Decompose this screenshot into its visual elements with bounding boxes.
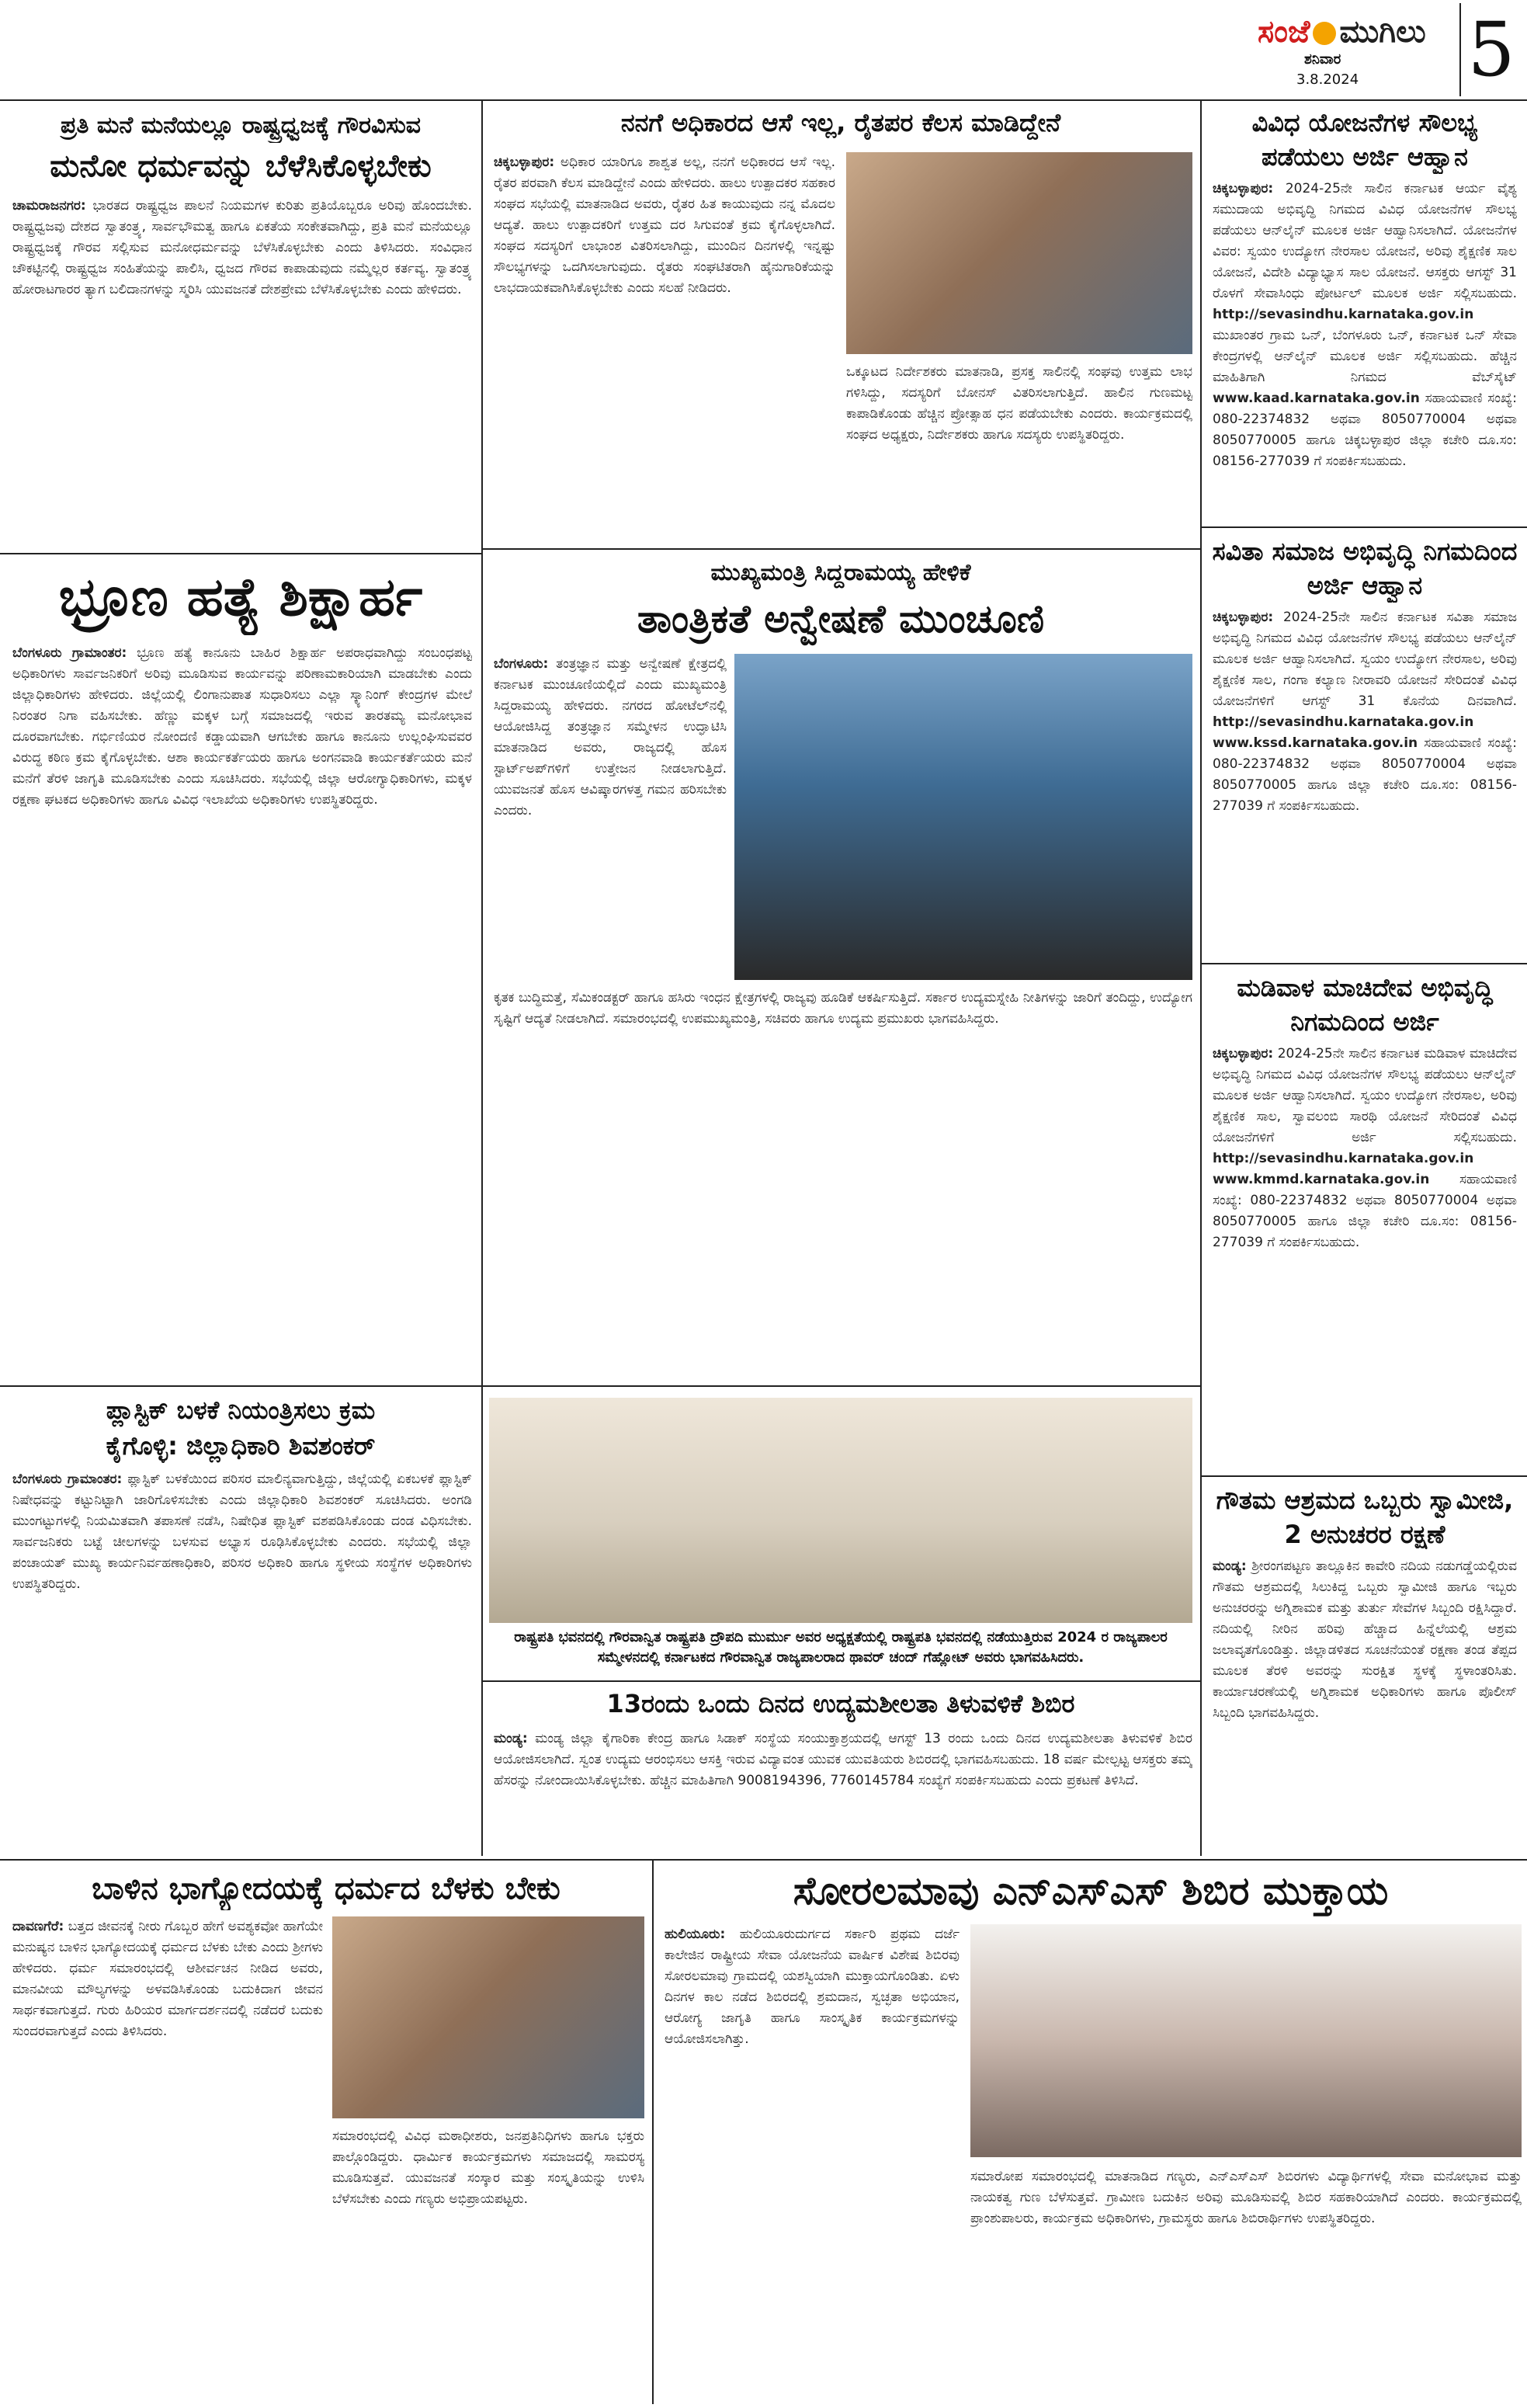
- divider-bottom: [652, 1861, 654, 2404]
- logo-part1: ಸಂಜೆ: [1258, 14, 1310, 50]
- entrepreneurship-body: [494, 1729, 1192, 1853]
- madivala-link-1[interactable]: http://sevasindhu.karnataka.gov.in: [1213, 1151, 1474, 1166]
- technology-body-right: ಕೃತಕ ಬುದ್ಧಿಮತ್ತೆ, ಸೆಮಿಕಂಡಕ್ಟರ್ ಹಾಗೂ ಹಸಿರು ಇಂಧನ ಕ್ಷೇತ್ರಗಳಲ್ಲಿ ರಾಜ್ಯವು ಹೂಡಿಕೆ ಆಕರ್ಷಿಸುತ್ತಿದೆ. ಸರ್ಕಾರ ಉದ್ಯಮಸ್ನೇಹಿ ನೀತಿಗಳನ್ನು ಜಾರಿಗೆ ತಂದಿದ್ದು, ಉದ್ಯೋಗ ಸೃಷ್ಟಿಗೆ ಆದ್ಯತೆ ನೀಡಲಾಗಿದೆ. ಸಮಾರಂಭದಲ್ಲಿ ಉಪಮುಖ್ಯಮಂತ್ರಿ, ಸಚಿವರು ಹಾಗೂ ಉದ್ಯಮ ಪ್ರಮುಖರು ಭಾಗವಹಿಸಿದ್ದರು.: [494, 990, 1192, 1027]
- flag-text: ಭಾರತದ ರಾಷ್ಟ್ರಧ್ವಜ ಪಾಲನೆ ನಿಯಮಗಳ ಕುರಿತು ಪ್ರತಿಯೊಬ್ಬರೂ ಅರಿವು ಹೊಂದಬೇಕು. ರಾಷ್ಟ್ರಧ್ವಜವು ದೇಶದ ಸ್ವಾತಂತ್ರ್ಯ, ಸಾರ್ವಭೌಮತ್ವ ಹಾಗೂ ಏಕತೆಯ ಸಂಕೇತವಾಗಿದ್ದು, ಪ್ರತಿ ಮನೆ ಮನೆಯಲ್ಲೂ ರಾಷ್ಟ್ರಧ್ವಜಕ್ಕೆ ಗೌರವ ಸಲ್ಲಿಸುವ ಮನೋಧರ್ಮವನ್ನು ಬೆಳೆಸಿಕೊಳ್ಳಬೇಕು ಎಂದು ತಿಳಿಸಿದರು. ಸಂವಿಧಾನ ಚೌಕಟ್ಟಿನಲ್ಲಿ ರಾಷ್ಟ್ರಧ್ವಜ ಸಂಹಿತೆಯನ್ನು ಪಾಲಿಸಿ, ಧ್ವಜದ ಗೌರವ ಕಾಪಾಡುವುದು ನಮ್ಮೆಲ್ಲರ ಕರ್ತವ್ಯ. ಸ್ವಾತಂತ್ರ್ಯ ಹೋರಾಟಗಾರರ ತ್ಯಾಗ ಬಲಿದಾನಗಳನ್ನು ಸ್ಮರಿಸಿ ಯುವಜನತೆ ದೇಶಪ್ರೇಮ ಬೆಳೆಸಿಕೊಳ್ಳಬೇಕು ಎಂದು ಹೇಳಿದರು.: [12, 198, 472, 297]
- entrepreneurship-text: ಮಂಡ್ಯ ಜಿಲ್ಲಾ ಕೈಗಾರಿಕಾ ಕೇಂದ್ರ ಹಾಗೂ ಸಿಡಾಕ್ ಸಂಸ್ಥೆಯ ಸಂಯುಕ್ತಾಶ್ರಯದಲ್ಲಿ ಆಗಸ್ಟ್ 13 ರಂದು ಒಂದು ದಿನದ ಉದ್ಯಮಶೀಲತಾ ತಿಳುವಳಿಕೆ ಶಿಬಿರ ಆಯೋಜಿಸಲಾಗಿದೆ. ಸ್ವಂತ ಉದ್ಯಮ ಆರಂಭಿಸಲು ಆಸಕ್ತಿ ಇರುವ ವಿದ್ಯಾವಂತ ಯುವಕ ಯುವತಿಯರು ಶಿಬಿರದಲ್ಲಿ ಭಾಗವಹಿಸಬಹುದು. 18 ವರ್ಷ ಮೇಲ್ಪಟ್ಟ ಆಸಕ್ತರು ತಮ್ಮ ಹೆಸರನ್ನು ನೋಂದಾಯಿಸಿಕೊಳ್ಳಬೇಕು. ಹೆಚ್ಚಿನ ಮಾಹಿತಿಗಾಗಿ 9008194396, 7760145784 ಸಂಖ್ಯೆಗೆ ಸಂಪರ್ಕಿಸಬಹುದು ಎಂದು ಪ್ರಕಟಣೆ ತಿಳಿಸಿದೆ.: [494, 1731, 1192, 1788]
- nss-photo: [970, 1924, 1522, 2157]
- dharma-headline: ಬಾಳಿನ ಭಾಗ್ಯೋದಯಕ್ಕೆ ಧರ್ಮದ ಬೆಳಕು ಬೇಕು: [92, 1871, 560, 1906]
- welfare-text-2: ಮುಖಾಂತರ ಗ್ರಾಮ ಒನ್, ಬೆಂಗಳೂರು ಒನ್, ಕರ್ನಾಟಕ ಒನ್ ಸೇವಾ ಕೇಂದ್ರಗಳಲ್ಲಿ ಆನ್‌ಲೈನ್ ಮೂಲಕ ಅರ್ಜಿ ಸಲ್ಲಿಸಬಹುದು. ಹೆಚ್ಚಿನ ಮಾಹಿತಿಗಾಗಿ ನಿಗಮದ ವೆಬ್‌ಸೈಟ್: [1213, 328, 1517, 385]
- flag-kicker: ಪ್ರತಿ ಮನೆ ಮನೆಯಲ್ಲೂ ರಾಷ್ಟ್ರಧ್ವಜಕ್ಕೆ ಗೌರವಿಸುವ: [60, 112, 422, 139]
- foeticide-text: ಭ್ರೂಣ ಹತ್ಯೆ ಕಾನೂನು ಬಾಹಿರ ಶಿಕ್ಷಾರ್ಹ ಅಪರಾಧವಾಗಿದ್ದು ಸಂಬಂಧಪಟ್ಟ ಅಧಿಕಾರಿಗಳು ಸಾರ್ವಜನಿಕರಿಗೆ ಅರಿವು ಮೂಡಿಸುವ ಕಾರ್ಯವನ್ನು ಪರಿಣಾಮಕಾರಿಯಾಗಿ ಮಾಡಬೇಕು ಎಂದು ಜಿಲ್ಲಾಧಿಕಾರಿಗಳು ಹೇಳಿದರು. ಜಿಲ್ಲೆಯಲ್ಲಿ ಲಿಂಗಾನುಪಾತ ಸುಧಾರಿಸಲು ಎಲ್ಲಾ ಸ್ಕ್ಯಾನಿಂಗ್ ಕೇಂದ್ರಗಳ ಮೇಲೆ ನಿರಂತರ ನಿಗಾ ವಹಿಸಬೇಕು. ಹೆಣ್ಣು ಮಕ್ಕಳ ಬಗ್ಗೆ ಸಮಾಜದಲ್ಲಿ ಇರುವ ತಾರತಮ್ಯ ಮನೋಭಾವ ದೂರವಾಗಬೇಕು. ಗರ್ಭಿಣಿಯರ ನೋಂದಣಿ ಕಡ್ಡಾಯವಾಗಿ ಆಗಬೇಕು ಹಾಗೂ ಕಾನೂನು ಉಲ್ಲಂಘಿಸುವವರ ವಿರುದ್ಧ ಕಠಿಣ ಕ್ರಮ ಕೈಗೊಳ್ಳಬೇಕು. ಆಶಾ ಕಾರ್ಯಕರ್ತೆಯರು ಹಾಗೂ ಅಂಗನವಾಡಿ ಕಾರ್ಯಕರ್ತೆಯರು ಮನೆ ಮನೆಗೆ ತೆರಳಿ ಜಾಗೃತಿ ಮೂಡಿಸಬೇಕು ಎಂದು ಸೂಚಿಸಿದರು. ಸಭೆಯಲ್ಲಿ ಜಿಲ್ಲಾ ಆರೋಗ್ಯಾಧಿಕಾರಿಗಳು, ಮಕ್ಕಳ ರಕ್ಷಣಾ ಘಟಕದ ಅಧಿಕಾರಿಗಳು ಹಾಗೂ ವಿವಿಧ ಇಲಾಖೆಯ ಅಧಿಕಾರಿಗಳು ಉಪಸ್ಥಿತರಿದ್ದರು.: [12, 645, 472, 808]
- nss-headline: ಸೋರಲಮಾವು ಎನ್‌ಎಸ್‌ಎಸ್ ಶಿಬಿರ ಮುಕ್ತಾಯ: [793, 1868, 1389, 1913]
- plastic-dateline: ಬೆಂಗಳೂರು ಗ್ರಾಮಾಂತರ:: [12, 1472, 123, 1487]
- governors-caption: ರಾಷ್ಟ್ರಪತಿ ಭವನದಲ್ಲಿ ಗೌರವಾನ್ವಿತ ರಾಷ್ಟ್ರಪತಿ ದ್ರೌಪದಿ ಮುರ್ಮು ಅವರ ಅಧ್ಯಕ್ಷತೆಯಲ್ಲಿ ರಾಷ್ಟ್ರಪತಿ ಭವನದಲ್ಲಿ ನಡೆಯುತ್ತಿರುವ 2024 ರ ರಾಜ್ಯಪಾಲರ ಸಮ್ಮೇಳನದಲ್ಲಿ ಕರ್ನಾಟಕದ ಗೌರವಾನ್ವಿತ ರಾಜ್ಯಪಾಲರಾದ ಥಾವರ್ ಚಂದ್ ಗೆಹ್ಲೋಟ್ ಅವರು ಭಾಗವಹಿಸಿದರು.: [514, 1629, 1168, 1666]
- madivala-link-2[interactable]: www.kmmd.karnataka.gov.in: [1213, 1172, 1430, 1187]
- savita-link-2[interactable]: www.kssd.karnataka.gov.in: [1213, 735, 1418, 751]
- entrepreneurship-dateline: ಮಂಡ್ಯ:: [494, 1731, 528, 1746]
- gautama-dateline: ಮಂಡ್ಯ:: [1213, 1558, 1247, 1574]
- rule-madivala: [1202, 1475, 1527, 1477]
- sun-palm-icon: [1313, 22, 1336, 45]
- gautama-body: [1213, 1556, 1517, 1854]
- dharma-body-left: [12, 1916, 323, 2398]
- rule-bottom-band: [0, 1859, 1527, 1861]
- rule-foeticide: [0, 1385, 481, 1387]
- rule-farmer: [481, 548, 1200, 550]
- technology-headline: ತಾಂತ್ರಿಕತೆ ಅನ್ವೇಷಣೆ ಮುಂಚೂಣಿ: [637, 596, 1045, 641]
- plastic-text: ಪ್ಲಾಸ್ಟಿಕ್ ಬಳಕೆಯಿಂದ ಪರಿಸರ ಮಾಲಿನ್ಯವಾಗುತ್ತಿದ್ದು, ಜಿಲ್ಲೆಯಲ್ಲಿ ಏಕಬಳಕೆ ಪ್ಲಾಸ್ಟಿಕ್ ನಿಷೇಧವನ್ನು ಕಟ್ಟುನಿಟ್ಟಾಗಿ ಜಾರಿಗೊಳಿಸಬೇಕು ಎಂದು ಜಿಲ್ಲಾಧಿಕಾರಿ ಶಿವಶಂಕರ್ ಸೂಚಿಸಿದರು. ಅಂಗಡಿ ಮುಂಗಟ್ಟುಗಳಲ್ಲಿ ನಿಯಮಿತವಾಗಿ ತಪಾಸಣೆ ನಡೆಸಿ, ನಿಷೇಧಿತ ಪ್ಲಾಸ್ಟಿಕ್ ವಶಪಡಿಸಿಕೊಂಡು ದಂಡ ವಿಧಿಸಬೇಕು. ಸಾರ್ವಜನಿಕರು ಬಟ್ಟೆ ಚೀಲಗಳನ್ನು ಬಳಸುವ ಅಭ್ಯಾಸ ರೂಢಿಸಿಕೊಳ್ಳಬೇಕು ಎಂದರು. ಸಭೆಯಲ್ಲಿ ಜಿಲ್ಲಾ ಪಂಚಾಯತ್ ಮುಖ್ಯ ಕಾರ್ಯನಿರ್ವಹಣಾಧಿಕಾರಿ, ಪರಿಸರ ಅಧಿಕಾರಿ ಹಾಗೂ ಸ್ಥಳೀಯ ಸಂಸ್ಥೆಗಳ ಅಧಿಕಾರಿಗಳು ಉಪಸ್ಥಿತರಿದ್ದರು.: [12, 1472, 472, 1592]
- foeticide-body: [12, 643, 472, 1373]
- welfare-headline: ವಿವಿಧ ಯೋಜನೆಗಳ ಸೌಲಭ್ಯ ಪಡೆಯಲು ಅರ್ಜಿ ಆಹ್ವಾನ: [1251, 108, 1478, 172]
- technology-text-left: ತಂತ್ರಜ್ಞಾನ ಮತ್ತು ಅನ್ವೇಷಣೆ ಕ್ಷೇತ್ರದಲ್ಲಿ ಕರ್ನಾಟಕ ಮುಂಚೂಣಿಯಲ್ಲಿದೆ ಎಂದು ಮುಖ್ಯಮಂತ್ರಿ ಸಿದ್ದರಾಮಯ್ಯ ಹೇಳಿದರು. ನಗರದ ಹೋಟೆಲ್‌ನಲ್ಲಿ ಆಯೋಜಿಸಿದ್ದ ತಂತ್ರಜ್ಞಾನ ಸಮ್ಮೇಳನ ಉದ್ಘಾಟಿಸಿ ಮಾತನಾಡಿದ ಅವರು, ರಾಜ್ಯದಲ್ಲಿ ಹೊಸ ಸ್ಟಾರ್ಟ್‌ಅಪ್‌ಗಳಿಗೆ ಉತ್ತೇಜನ ನೀಡಲಾಗುತ್ತಿದೆ. ಯುವಜನತೆ ಹೊಸ ಆವಿಷ್ಕಾರಗಳತ್ತ ಗಮನ ಹರಿಸಬೇಕು ಎಂದರು.: [494, 656, 727, 818]
- flag-dateline: ಚಾಮರಾಜನಗರ:: [12, 198, 86, 214]
- rule-governors: [481, 1680, 1200, 1682]
- welfare-dateline: ಚಿಕ್ಕಬಳ್ಳಾಪುರ:: [1213, 181, 1274, 196]
- savita-contact: ಸಹಾಯವಾಣಿ ಸಂಖ್ಯೆ: 080-22374832 ಅಥವಾ 8050770004 ಅಥವಾ 8050770005 ಹಾಗೂ ಜಿಲ್ಲಾ ಕಚೇರಿ ದೂ.ಸಂ: 08156-277039 ಗೆ ಸಂಪರ್ಕಿಸಬಹುದು.: [1213, 735, 1517, 814]
- savita-text: 2024-25ನೇ ಸಾಲಿನ ಕರ್ನಾಟಕ ಸವಿತಾ ಸಮಾಜ ಅಭಿವೃದ್ಧಿ ನಿಗಮದ ವಿವಿಧ ಯೋಜನೆಗಳ ಸೌಲಭ್ಯ ಪಡೆಯಲು ಆನ್‌ಲೈನ್ ಮೂಲಕ ಅರ್ಜಿ ಆಹ್ವಾನಿಸಲಾಗಿದೆ. ಸ್ವಯಂ ಉದ್ಯೋಗ ನೇರಸಾಲ, ಅರಿವು ಶೈಕ್ಷಣಿಕ ಸಾಲ, ಗಂಗಾ ಕಲ್ಯಾಣ ನೀರಾವರಿ ಯೋಜನೆ ಸೇರಿದಂತೆ ವಿವಿಧ ಯೋಜನೆಗಳಿಗೆ ಆಗಸ್ಟ್ 31 ಕೊನೆಯ ದಿನವಾಗಿದೆ.: [1213, 610, 1517, 709]
- farmer-photo: [846, 152, 1192, 354]
- madivala-body: [1213, 1044, 1517, 1393]
- madivala-text: 2024-25ನೇ ಸಾಲಿನ ಕರ್ನಾಟಕ ಮಡಿವಾಳ ಮಾಚಿದೇವ ಅಭಿವೃದ್ಧಿ ನಿಗಮದ ವಿವಿಧ ಯೋಜನೆಗಳ ಸೌಲಭ್ಯ ಪಡೆಯಲು ಆನ್‌ಲೈನ್ ಮೂಲಕ ಅರ್ಜಿ ಆಹ್ವಾನಿಸಲಾಗಿದೆ. ಸ್ವಯಂ ಉದ್ಯೋಗ ನೇರಸಾಲ, ಅರಿವು ಶೈಕ್ಷಣಿಕ ಸಾಲ, ಸ್ವಾವಲಂಬಿ ಸಾರಥಿ ಯೋಜನೆ ಸೇರಿದಂತೆ ವಿವಿಧ ಯೋಜನೆಗಳಿಗೆ ಅರ್ಜಿ ಸಲ್ಲಿಸಬಹುದು.: [1213, 1046, 1517, 1145]
- logo-part2: ಮುಗಿಲು: [1339, 14, 1426, 50]
- page-number: 5: [1459, 3, 1522, 96]
- farmer-headline: ನನಗೆ ಅಧಿಕಾರದ ಆಸೆ ಇಲ್ಲ, ರೈತಪರ ಕೆಲಸ ಮಾಡಿದ್ದೇನೆ: [620, 108, 1061, 137]
- welfare-link-1[interactable]: http://sevasindhu.karnataka.gov.in: [1213, 307, 1474, 322]
- farmer-text-left: ಅಧಿಕಾರ ಯಾರಿಗೂ ಶಾಶ್ವತ ಅಲ್ಲ, ನನಗೆ ಅಧಿಕಾರದ ಆಸೆ ಇಲ್ಲ. ರೈತರ ಪರವಾಗಿ ಕೆಲಸ ಮಾಡಿದ್ದೇನೆ ಎಂದು ಹೇಳಿದರು. ಹಾಲು ಉತ್ಪಾದಕರ ಸಹಕಾರ ಸಂಘದ ಸಭೆಯಲ್ಲಿ ಮಾತನಾಡಿದ ಅವರು, ರೈತರ ಹಿತ ಕಾಯುವುದು ನನ್ನ ಮೊದಲ ಆದ್ಯತೆ. ಹಾಲು ಉತ್ಪಾದಕರಿಗೆ ಉತ್ತಮ ದರ ಸಿಗುವಂತೆ ಕ್ರಮ ಕೈಗೊಳ್ಳಲಾಗಿದೆ. ಸಂಘದ ಸದಸ್ಯರಿಗೆ ಲಾಭಾಂಶ ವಿತರಿಸಲಾಗಿದ್ದು, ಮುಂದಿನ ದಿನಗಳಲ್ಲಿ ಇನ್ನಷ್ಟು ಸೌಲಭ್ಯಗಳನ್ನು ಒದಗಿಸಲಾಗುವುದು. ರೈತರು ಸಂಘಟಿತರಾಗಿ ಹೈನುಗಾರಿಕೆಯನ್ನು ಲಾಭದಾಯಕವಾಗಿಸಿಕೊಳ್ಳಬೇಕು ಎಂದು ಸಲಹೆ ನೀಡಿದರು.: [494, 155, 835, 296]
- welfare-body: [1213, 179, 1517, 520]
- gautama-headline: ಗೌತಮ ಆಶ್ರಮದ ಒಬ್ಬರು ಸ್ವಾಮೀಜಿ, 2 ಅನುಚರರ ರಕ್ಷಣೆ: [1216, 1485, 1514, 1549]
- madivala-headline: ಮಡಿವಾಳ ಮಾಚಿದೇವ ಅಭಿವೃದ್ಧಿ ನಿಗಮದಿಂದ ಅರ್ಜಿ: [1237, 973, 1493, 1037]
- savita-dateline: ಚಿಕ್ಕಬಳ್ಳಾಪುರ:: [1213, 610, 1274, 625]
- nss-text-left: ಹುಲಿಯೂರುದುರ್ಗದ ಸರ್ಕಾರಿ ಪ್ರಥಮ ದರ್ಜೆ ಕಾಲೇಜಿನ ರಾಷ್ಟ್ರೀಯ ಸೇವಾ ಯೋಜನೆಯ ವಾರ್ಷಿಕ ವಿಶೇಷ ಶಿಬಿರವು ಸೋರಲಮಾವು ಗ್ರಾಮದಲ್ಲಿ ಯಶಸ್ವಿಯಾಗಿ ಮುಕ್ತಾಯಗೊಂಡಿತು. ಏಳು ದಿನಗಳ ಕಾಲ ನಡೆದ ಶಿಬಿರದಲ್ಲಿ ಶ್ರಮದಾನ, ಸ್ವಚ್ಛತಾ ಅಭಿಯಾನ, ಆರೋಗ್ಯ ಜಾಗೃತಿ ಹಾಗೂ ಸಾಂಸ್ಕೃತಿಕ ಕಾರ್ಯಕ್ರಮಗಳನ್ನು ಆಯೋಜಿಸಲಾಗಿತ್ತು.: [665, 1927, 960, 2047]
- foeticide-headline: ಭ್ರೂಣ ಹತ್ಯೆ ಶಿಕ್ಷಾರ್ಹ: [58, 567, 423, 628]
- welfare-link-2[interactable]: www.kaad.karnataka.gov.in: [1213, 391, 1420, 406]
- entrepreneurship-headline: 13ರಂದು ಒಂದು ದಿನದ ಉದ್ಯಮಶೀಲತಾ ತಿಳುವಳಿಕೆ ಶಿಬಿರ: [606, 1689, 1075, 1718]
- foeticide-dateline: ಬೆಂಗಳೂರು ಗ್ರಾಮಾಂತರ:: [12, 645, 127, 661]
- rule-savita: [1202, 963, 1527, 964]
- rule-flag: [0, 553, 481, 554]
- technology-photo: [734, 654, 1192, 980]
- plastic-kicker: ಪ್ಲಾಸ್ಟಿಕ್ ಬಳಕೆ ನಿಯಂತ್ರಿಸಲು ಕ್ರಮ: [106, 1395, 376, 1425]
- madivala-contact: ಸಹಾಯವಾಣಿ ಸಂಖ್ಯೆ: 080-22374832 ಅಥವಾ 8050770004 ಅಥವಾ 8050770005 ಹಾಗೂ ಜಿಲ್ಲಾ ಕಚೇರಿ ದೂ.ಸಂ: 08156-277039 ಗೆ ಸಂಪರ್ಕಿಸಬಹುದು.: [1213, 1172, 1517, 1250]
- rule-top: [0, 99, 1527, 101]
- plastic-body: [12, 1469, 472, 1850]
- savita-headline: ಸವಿತಾ ಸಮಾಜ ಅಭಿವೃದ್ಧಿ ನಿಗಮದಿಂದ ಅರ್ಜಿ ಆಹ್ವಾನ: [1212, 537, 1518, 600]
- dharma-photo: [332, 1916, 644, 2118]
- technology-kicker: ಮುಖ್ಯಮಂತ್ರಿ ಸಿದ್ದರಾಮಯ್ಯ ಹೇಳಿಕೆ: [710, 559, 971, 586]
- governors-photo: [489, 1398, 1192, 1623]
- nss-body-left: [665, 1924, 960, 2398]
- gautama-text: ಶ್ರೀರಂಗಪಟ್ಟಣ ತಾಲ್ಲೂಕಿನ ಕಾವೇರಿ ನದಿಯ ನಡುಗಡ್ಡೆಯಲ್ಲಿರುವ ಗೌತಮ ಆಶ್ರಮದಲ್ಲಿ ಸಿಲುಕಿದ್ದ ಒಬ್ಬರು ಸ್ವಾಮೀಜಿ ಹಾಗೂ ಇಬ್ಬರು ಅನುಚರರನ್ನು ಅಗ್ನಿಶಾಮಕ ಮತ್ತು ತುರ್ತು ಸೇವೆಗಳ ಸಿಬ್ಬಂದಿ ರಕ್ಷಿಸಿದ್ದಾರೆ. ನದಿಯಲ್ಲಿ ನೀರಿನ ಹರಿವು ಹೆಚ್ಚಾದ ಹಿನ್ನೆಲೆಯಲ್ಲಿ ಆಶ್ರಮ ಜಲಾವೃತಗೊಂಡಿತ್ತು. ಜಿಲ್ಲಾಡಳಿತದ ಸೂಚನೆಯಂತೆ ರಕ್ಷಣಾ ತಂಡ ತೆಪ್ಪದ ಮೂಲಕ ತೆರಳಿ ಅವರನ್ನು ಸುರಕ್ಷಿತ ಸ್ಥಳಕ್ಕೆ ಸ್ಥಳಾಂತರಿಸಿತು. ಕಾರ್ಯಾಚರಣೆಯಲ್ಲಿ ಅಗ್ನಿಶಾಮಕ ಅಧಿಕಾರಿಗಳು ಹಾಗೂ ಪೊಲೀಸ್ ಸಿಬ್ಬಂದಿ ಭಾಗವಹಿಸಿದ್ದರು.: [1213, 1558, 1517, 1721]
- welfare-text: 2024-25ನೇ ಸಾಲಿನ ಕರ್ನಾಟಕ ಆರ್ಯ ವೈಶ್ಯ ಸಮುದಾಯ ಅಭಿವೃದ್ಧಿ ನಿಗಮದ ವಿವಿಧ ಯೋಜನೆಗಳ ಸೌಲಭ್ಯ ಪಡೆಯಲು ಆನ್‌ಲೈನ್ ಮೂಲಕ ಅರ್ಜಿ ಆಹ್ವಾನಿಸಲಾಗಿದೆ. ಯೋಜನೆಗಳ ವಿವರ: ಸ್ವಯಂ ಉದ್ಯೋಗ ನೇರಸಾಲ ಯೋಜನೆ, ಅರಿವು ಶೈಕ್ಷಣಿಕ ಸಾಲ ಯೋಜನೆ, ವಿದೇಶಿ ವಿದ್ಯಾಭ್ಯಾಸ ಸಾಲ ಯೋಜನೆ. ಆಸಕ್ತರು ಆಗಸ್ಟ್ 31 ರೊಳಗೆ ಸೇವಾಸಿಂಧು ಪೋರ್ಟಲ್ ಮೂಲಕ ಅರ್ಜಿ ಸಲ್ಲಿಸಬಹುದು.: [1213, 181, 1517, 301]
- farmer-body-left: [494, 152, 835, 517]
- technology-body-left: [494, 654, 727, 980]
- rule-welfare: [1202, 526, 1527, 528]
- madivala-dateline: ಚಿಕ್ಕಬಳ್ಳಾಪುರ:: [1213, 1046, 1274, 1062]
- welfare-contact: ಸಹಾಯವಾಣಿ ಸಂಖ್ಯೆ: 080-22374832 ಅಥವಾ 8050770004 ಅಥವಾ 8050770005 ಹಾಗೂ ಚಿಕ್ಕಬಳ್ಳಾಪುರ ಜಿಲ್ಲಾ ಕಚೇರಿ ದೂ.ಸಂ: 08156-277039 ಗೆ ಸಂಪರ್ಕಿಸಬಹುದು.: [1213, 391, 1517, 469]
- technology-dateline: ಬೆಂಗಳೂರು:: [494, 656, 549, 672]
- savita-link-1[interactable]: http://sevasindhu.karnataka.gov.in: [1213, 714, 1474, 730]
- divider-left: [481, 101, 483, 1856]
- masthead-logo: [1258, 11, 1444, 53]
- flag-body: [12, 196, 472, 545]
- nss-body-right: ಸಮಾರೋಪ ಸಮಾರಂಭದಲ್ಲಿ ಮಾತನಾಡಿದ ಗಣ್ಯರು, ಎನ್‌ಎಸ್‌ಎಸ್ ಶಿಬಿರಗಳು ವಿದ್ಯಾರ್ಥಿಗಳಲ್ಲಿ ಸೇವಾ ಮನೋಭಾವ ಮತ್ತು ನಾಯಕತ್ವ ಗುಣ ಬೆಳೆಸುತ್ತವೆ. ಗ್ರಾಮೀಣ ಬದುಕಿನ ಅರಿವು ಮೂಡಿಸುವಲ್ಲಿ ಶಿಬಿರ ಸಹಕಾರಿಯಾಗಿದೆ ಎಂದರು. ಕಾರ್ಯಕ್ರಮದಲ್ಲಿ ಪ್ರಾಂಶುಪಾಲರು, ಕಾರ್ಯಕ್ರಮ ಅಧಿಕಾರಿಗಳು, ಗ್ರಾಮಸ್ಥರು ಹಾಗೂ ಶಿಬಿರಾರ್ಥಿಗಳು ಉಪಸ್ಥಿತರಿದ್ದರು.: [970, 2169, 1522, 2226]
- savita-body: [1213, 607, 1517, 957]
- farmer-dateline: ಚಿಕ್ಕಬಳ್ಳಾಪುರ:: [494, 155, 555, 170]
- dharma-text-left: ಬತ್ತದ ಜೀವನಕ್ಕೆ ನೀರು ಗೊಬ್ಬರ ಹೇಗೆ ಅವಶ್ಯಕವೋ ಹಾಗೆಯೇ ಮನುಷ್ಯನ ಬಾಳಿನ ಭಾಗ್ಯೋದಯಕ್ಕೆ ಧರ್ಮದ ಬೆಳಕು ಬೇಕು ಎಂದು ಶ್ರೀಗಳು ಹೇಳಿದರು. ಧರ್ಮ ಸಮಾರಂಭದಲ್ಲಿ ಆಶೀರ್ವಚನ ನೀಡಿದ ಅವರು, ಮಾನವೀಯ ಮೌಲ್ಯಗಳನ್ನು ಅಳವಡಿಸಿಕೊಂಡು ಬದುಕಿದಾಗ ಜೀವನ ಸಾರ್ಥಕವಾಗುತ್ತದೆ. ಗುರು ಹಿರಿಯರ ಮಾರ್ಗದರ್ಶನದಲ್ಲಿ ನಡೆದರೆ ಬದುಕು ಸುಂದರವಾಗುತ್ತದೆ ಎಂದು ತಿಳಿಸಿದರು.: [12, 1919, 323, 2039]
- flag-headline: ಮನೋ ಧರ್ಮವನ್ನು ಬೆಳೆಸಿಕೊಳ್ಳಬೇಕು: [50, 148, 432, 184]
- plastic-headline: ಕೈಗೊಳ್ಳಿ: ಜಿಲ್ಲಾಧಿಕಾರಿ ಶಿವಶಂಕರ್: [106, 1431, 376, 1461]
- masthead-day: ಶನಿವಾರ: [1304, 51, 1341, 68]
- dharma-dateline: ದಾವಣಗೆರೆ:: [12, 1919, 64, 1934]
- nss-dateline: ಹುಲಿಯೂರು:: [665, 1927, 726, 1942]
- rule-technology: [481, 1385, 1200, 1387]
- divider-right: [1200, 101, 1202, 1856]
- farmer-body-right: ಒಕ್ಕೂಟದ ನಿರ್ದೇಶಕರು ಮಾತನಾಡಿ, ಪ್ರಸಕ್ತ ಸಾಲಿನಲ್ಲಿ ಸಂಘವು ಉತ್ತಮ ಲಾಭ ಗಳಿಸಿದ್ದು, ಸದಸ್ಯರಿಗೆ ಬೋನಸ್ ವಿತರಿಸಲಾಗುತ್ತಿದೆ. ಹಾಲಿನ ಗುಣಮಟ್ಟ ಕಾಪಾಡಿಕೊಂಡು ಹೆಚ್ಚಿನ ಪ್ರೋತ್ಸಾಹ ಧನ ಪಡೆಯಬೇಕು ಎಂದರು. ಕಾರ್ಯಕ್ರಮದಲ್ಲಿ ಸಂಘದ ಅಧ್ಯಕ್ಷರು, ನಿರ್ದೇಶಕರು ಹಾಗೂ ಸದಸ್ಯರು ಉಪಸ್ಥಿತರಿದ್ದರು.: [846, 364, 1192, 443]
- masthead-date: 3.8.2024: [1296, 71, 1359, 88]
- dharma-body-right: ಸಮಾರಂಭದಲ್ಲಿ ವಿವಿಧ ಮಠಾಧೀಶರು, ಜನಪ್ರತಿನಿಧಿಗಳು ಹಾಗೂ ಭಕ್ತರು ಪಾಲ್ಗೊಂಡಿದ್ದರು. ಧಾರ್ಮಿಕ ಕಾರ್ಯಕ್ರಮಗಳು ಸಮಾಜದಲ್ಲಿ ಸಾಮರಸ್ಯ ಮೂಡಿಸುತ್ತವೆ. ಯುವಜನತೆ ಸಂಸ್ಕಾರ ಮತ್ತು ಸಂಸ್ಕೃತಿಯನ್ನು ಉಳಿಸಿ ಬೆಳೆಸಬೇಕು ಎಂದು ಗಣ್ಯರು ಅಭಿಪ್ರಾಯಪಟ್ಟರು.: [332, 2128, 644, 2207]
